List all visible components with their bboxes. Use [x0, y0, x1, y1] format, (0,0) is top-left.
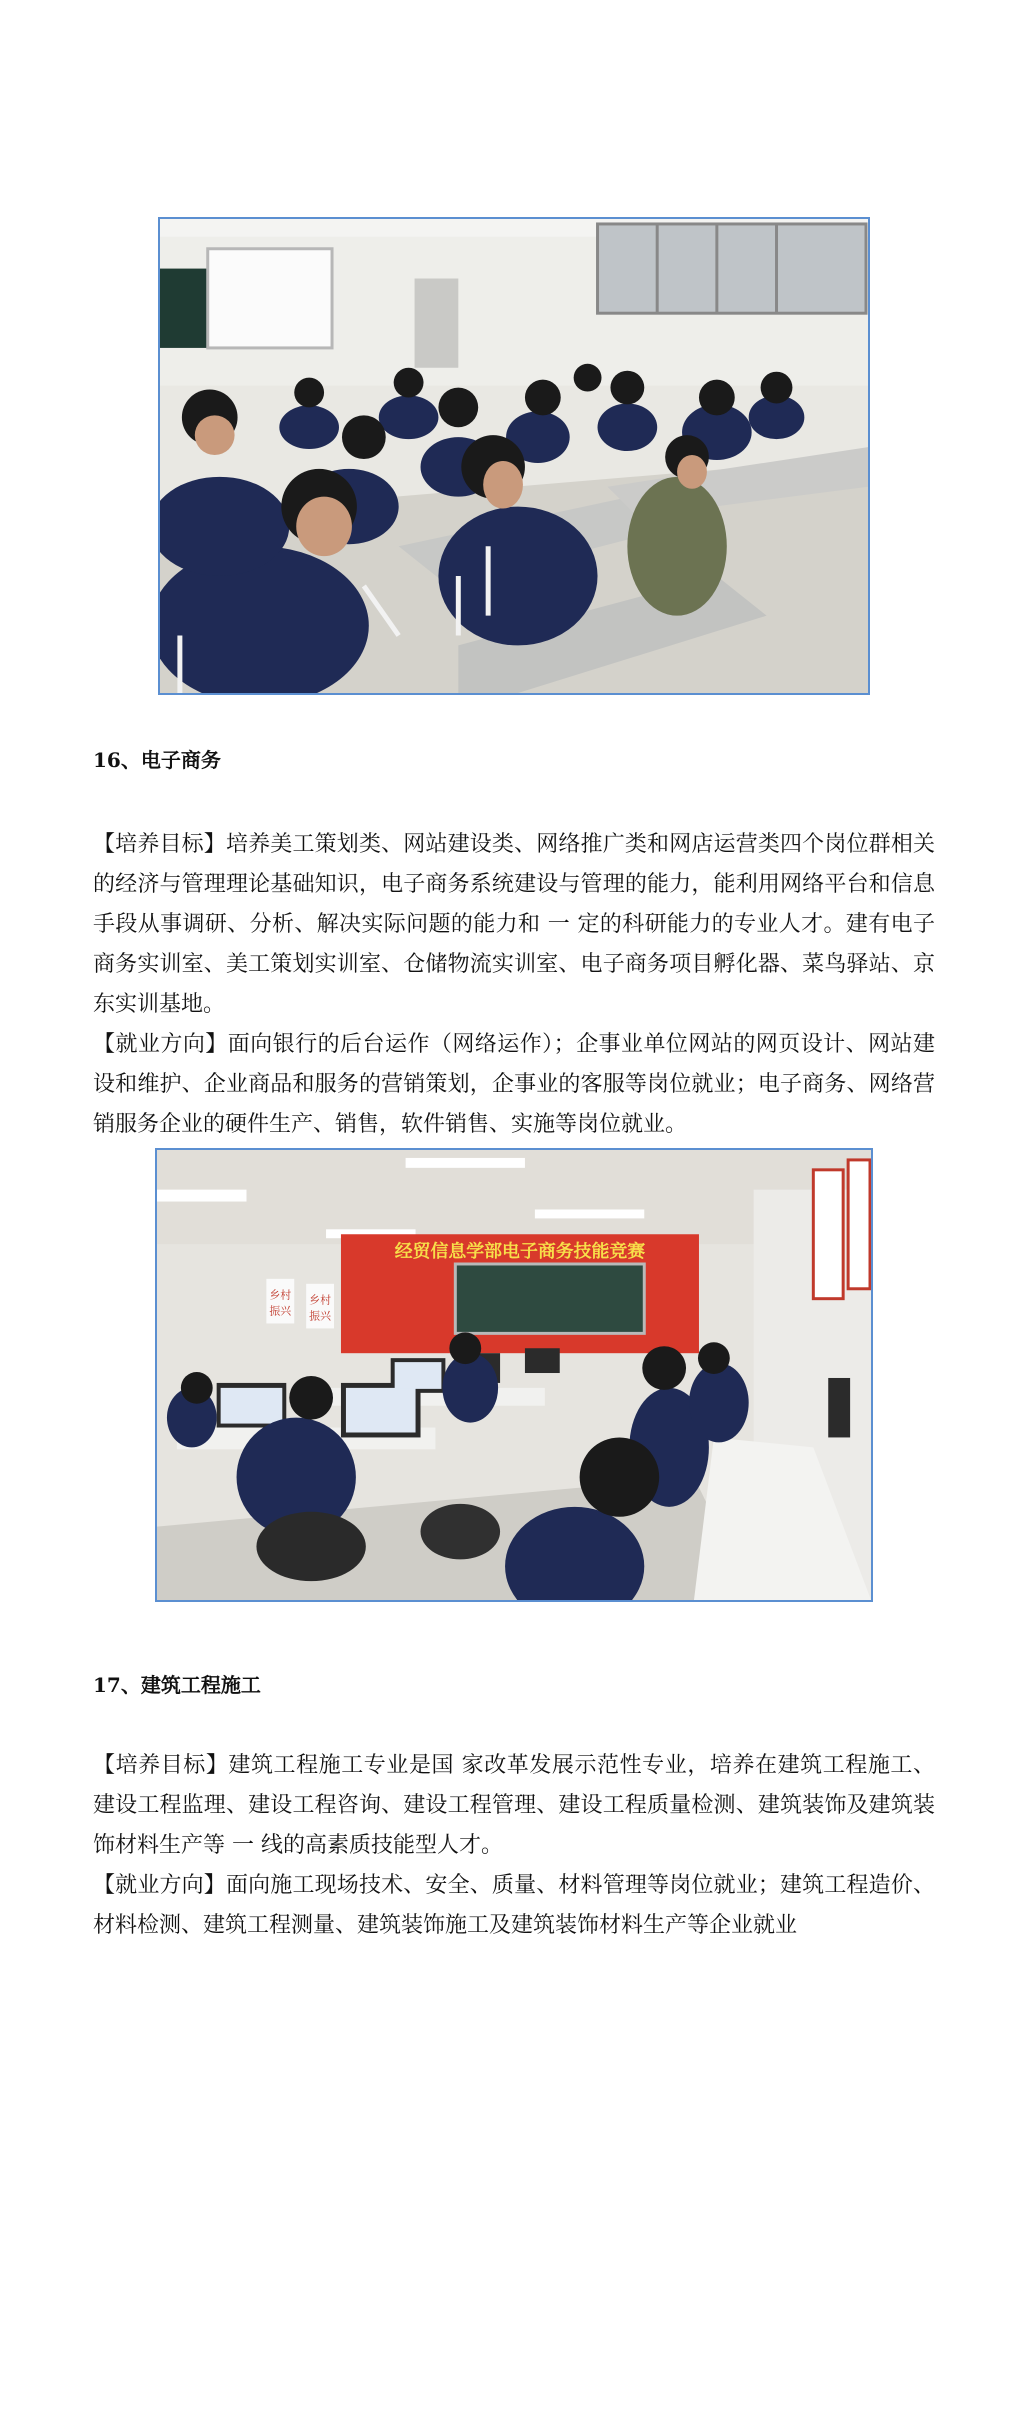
- competition-banner: 经贸信息学部电子商务技能竞赛: [394, 1241, 646, 1262]
- classroom-photo: [158, 217, 870, 695]
- construction-employment: 【就业方向】面向施工现场技术、安全、质量、材料管理等岗位就业；建筑工程造价、材料检测、建筑工程测量、建筑装饰施工及建筑装饰材料生产等企业就业: [93, 1873, 935, 1938]
- section-heading-ecommerce: 16、电子商务: [93, 748, 221, 772]
- ecommerce-training-goal: 【培养目标】培养美工策划类、网站建设类、网络推广类和网店运营类四个岗位群相关的经济与管理理论基础知识，电子商务系统建设与管理的能力，能利用网络平台和信息手段从事调研、分析、解决实际问题的能力和 一 定的科研能力的专业人才。建有电子商务实训室、美工策划实训室、仓储物流实训室、电子商务项目孵化器、菜鸟驿站、京东实训基地。: [93, 832, 935, 1017]
- section-heading-construction: 17、建筑工程施工: [93, 1673, 261, 1697]
- poster-text-1: 乡村: [269, 1288, 292, 1302]
- ecommerce-body: [93, 825, 935, 1145]
- poster-text-3: 乡村: [309, 1293, 332, 1307]
- poster-text-4: 振兴: [309, 1309, 332, 1323]
- poster-text-2: 振兴: [269, 1304, 292, 1318]
- computer-lab-photo: [155, 1148, 873, 1602]
- ecommerce-employment: 【就业方向】面向银行的后台运作（网络运作）；企事业单位网站的网页设计、网站建设和维护、企业商品和服务的营销策划，企事业的客服等岗位就业；电子商务、网络营销服务企业的硬件生产、销售，软件销售、实施等岗位就业。: [93, 1032, 935, 1137]
- construction-training-goal: 【培养目标】建筑工程施工专业是国 家改革发展示范性专业，培养在建筑工程施工、建设工程监理、建设工程咨询、建设工程管理、建设工程质量检测、建筑装饰及建筑装饰材料生产等 一 线的高素质技能型人才。: [93, 1753, 935, 1858]
- construction-body: [93, 1746, 935, 1946]
